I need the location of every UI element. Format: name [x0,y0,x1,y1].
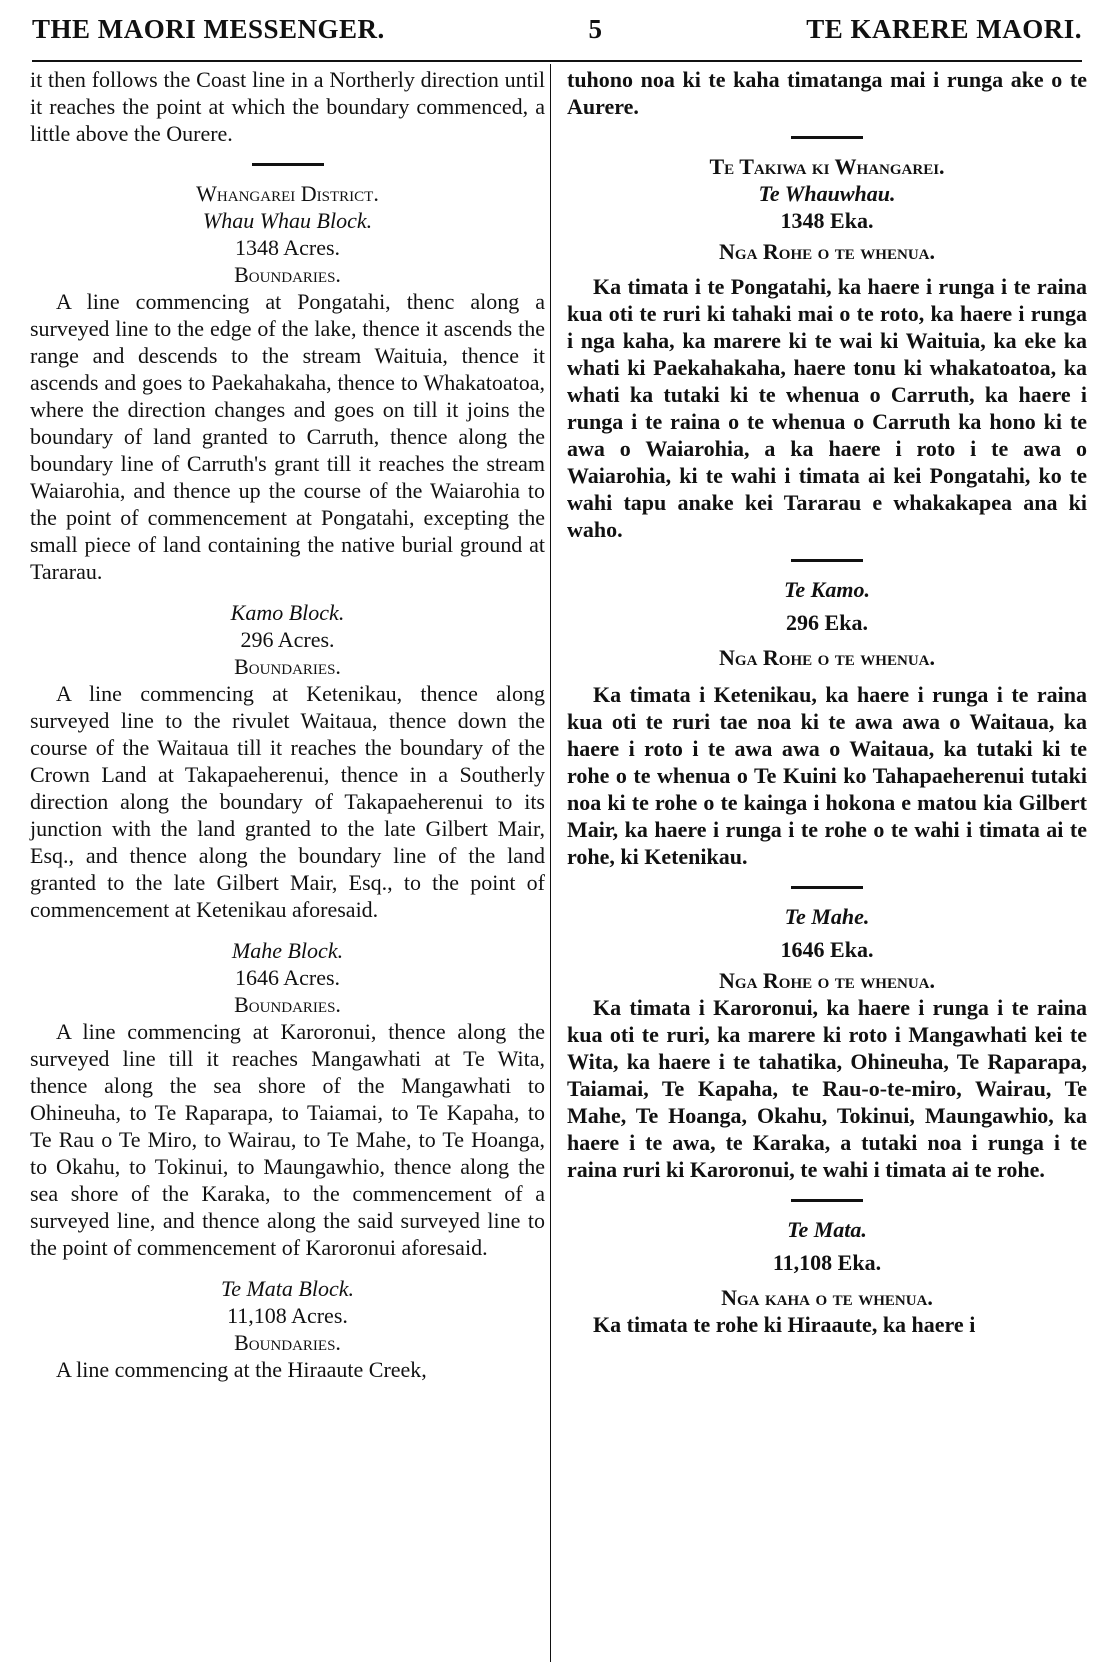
te-mahe-acres: 1646 Eka. [780,937,874,962]
te-whauwhau-boundaries-text: Ka timata i te Pongatahi, ka haere i runga i te raina kua oti te ruri ki tahaki mai o te roto, ka haere i runga i nga kaha, ka marere ki te wai ki Waituia, ka eke ka whati ki Paekahakaha, haere tonu ki whakatoatoa, ka whati ka tutaki ki te whenua o Carruth, ka haere i runga i te raina o te whenua o Carruth ka hono ki te awa o Waiarohia, a ka haere i roto i te awa o Waiarohia, ki te wahi i timata ai kei Pongatahi, ko te wahi tapu anake kei Tararau e whakakapea ana ki waho. [567,274,1087,542]
temata-block-title: Te Mata Block. [221,1276,354,1301]
whauwhau-block-title: Whau Whau Block. [202,208,373,233]
te-whauwhau-title: Te Whauwhau. [758,181,896,206]
te-kamo-acres: 296 Eka. [786,610,868,635]
english-column [30,66,545,1383]
te-mahe-boundaries-label: Nga Rohe o te whenua. [719,968,935,993]
te-kamo-title: Te Kamo. [784,577,870,602]
te-mata-title: Te Mata. [787,1217,867,1242]
section-separator [791,559,863,562]
te-whauwhau-boundaries-label: Nga Rohe o te whenua. [719,239,935,264]
te-whauwhau-acres: 1348 Eka. [780,208,874,233]
column-divider [550,64,551,1662]
whauwhau-boundaries-label: Boundaries. [234,262,341,287]
te-mata-boundaries-label: Nga kaha o te whenua. [721,1285,933,1310]
mahe-acres: 1646 Acres. [234,965,341,990]
header-rule [32,60,1082,62]
section-separator [791,136,863,139]
english-district-heading: Whangarei District. [196,181,379,206]
te-mata-boundaries-text: Ka timata te rohe ki Hiraaute, ka haere i [593,1312,976,1337]
temata-boundaries-text: A line commencing at the Hiraaute Creek, [56,1357,427,1382]
maori-intro-paragraph: tuhono noa ki te kaha timatanga mai i runga ake o te Aurere. [567,67,1087,119]
kamo-block-title: Kamo Block. [230,600,345,625]
te-mahe-title: Te Mahe. [784,904,870,929]
temata-acres: 11,108 Acres. [227,1303,348,1328]
kamo-boundaries-label: Boundaries. [234,654,341,679]
maori-district-heading: Te Takiwa ki Whangarei. [709,154,945,179]
page-header [32,14,1082,54]
section-separator [252,163,324,166]
temata-boundaries-label: Boundaries. [234,1330,341,1355]
kamo-acres: 296 Acres. [240,627,335,652]
kamo-boundaries-text: A line commencing at Ketenikau, thence along surveyed line to the rivulet Waitaua, thence down the course of the Waitaua till it reaches the boundary of the Crown Land at Takapaeherenui, thence in a Southerly direction along the boundary of Takapaeherenui to its junction with the land granted to the late Gilbert Mair, Esq., and thence along the boundary line of the land granted to the late Gilbert Mair, Esq., to the point of commencement at Ketenikau aforesaid. [30,681,545,922]
whauwhau-boundaries-text: A line commencing at Pongatahi, thenc along a surveyed line to the edge of the lake, thence it ascends the range and descends to the stream Waituia, thence it ascends and goes to Paekahakaha, thence to Whakatoatoa, where the direction changes and goes on till it joins the boundary of land granted to Carruth, thence along the boundary line of Carruth's grant till it reaches the stream Waiarohia, and thence up the course of the Waiarohia to the point of commencement at Pongatahi, excepting the small piece of land containing the native burial ground at Tararau. [30,289,545,584]
mahe-boundaries-label: Boundaries. [234,992,341,1017]
te-mahe-boundaries-text: Ka timata i Karoronui, ka haere i runga i te raina kua oti te ruri, ka marere ki roto i Mangawhati kei te Wita, ka haere i te tahatika, Ohineuha, Te Raparapa, Taiamai, Te Kapaha, te Rau-o-te-miro, Wairau, Te Mahe, Te Hoanga, Okahu, Tokinui, Maungawhio, ka haere i te awa, te Karaka, a tutaki noa i runga i te raina ruri ki Karoronui, te wahi i timata ai te rohe. [567,995,1087,1182]
maori-column [567,66,1087,1338]
header-maori-title: TE KARERE MAORI. [806,14,1082,44]
page-number: 5 [588,14,603,44]
whauwhau-acres: 1348 Acres. [234,235,341,260]
header-english-title: THE MAORI MESSENGER. [32,14,385,44]
te-mata-acres: 11,108 Eka. [772,1250,882,1275]
te-kamo-boundaries-label: Nga Rohe o te whenua. [719,645,935,670]
mahe-boundaries-text: A line commencing at Karoronui, thence along the surveyed line till it reaches Mangawhati at Te Wita, thence along the sea shore of the Mangawhati to Ohineuha, to Te Raparapa, to Taiamai, to Te Kapaha, to Te Rau o Te Miro, to Wairau, to Te Mahe, to Te Hoanga, to Okahu, to Tokinui, to Maungawhio, thence along the sea shore of the Karaka, to the commencement of a surveyed line, and thence along the said surveyed line to the point of commencement of Karoronui aforesaid. [30,1019,545,1260]
english-intro-paragraph: it then follows the Coast line in a Northerly direction until it reaches the point at which the boundary commenced, a little above the Ourere. [30,67,545,146]
te-kamo-boundaries-text: Ka timata i Ketenikau, ka haere i runga i te raina kua oti te ruri tae noa ki te awa awa o Waitaua, ka haere i roto i te awa awa o Waitaua, ka tutaki ki te rohe o te whenua o Te Kuini ko Tahapaeherenui tutaki noa ki te rohe o te kainga i hokona e matou kia Gilbert Mair, ka haere i runga i te rohe o te wahi i timata ai te rohe, ki Ketenikau. [567,682,1087,869]
section-separator [791,1199,863,1202]
section-separator [791,886,863,889]
mahe-block-title: Mahe Block. [231,938,344,963]
